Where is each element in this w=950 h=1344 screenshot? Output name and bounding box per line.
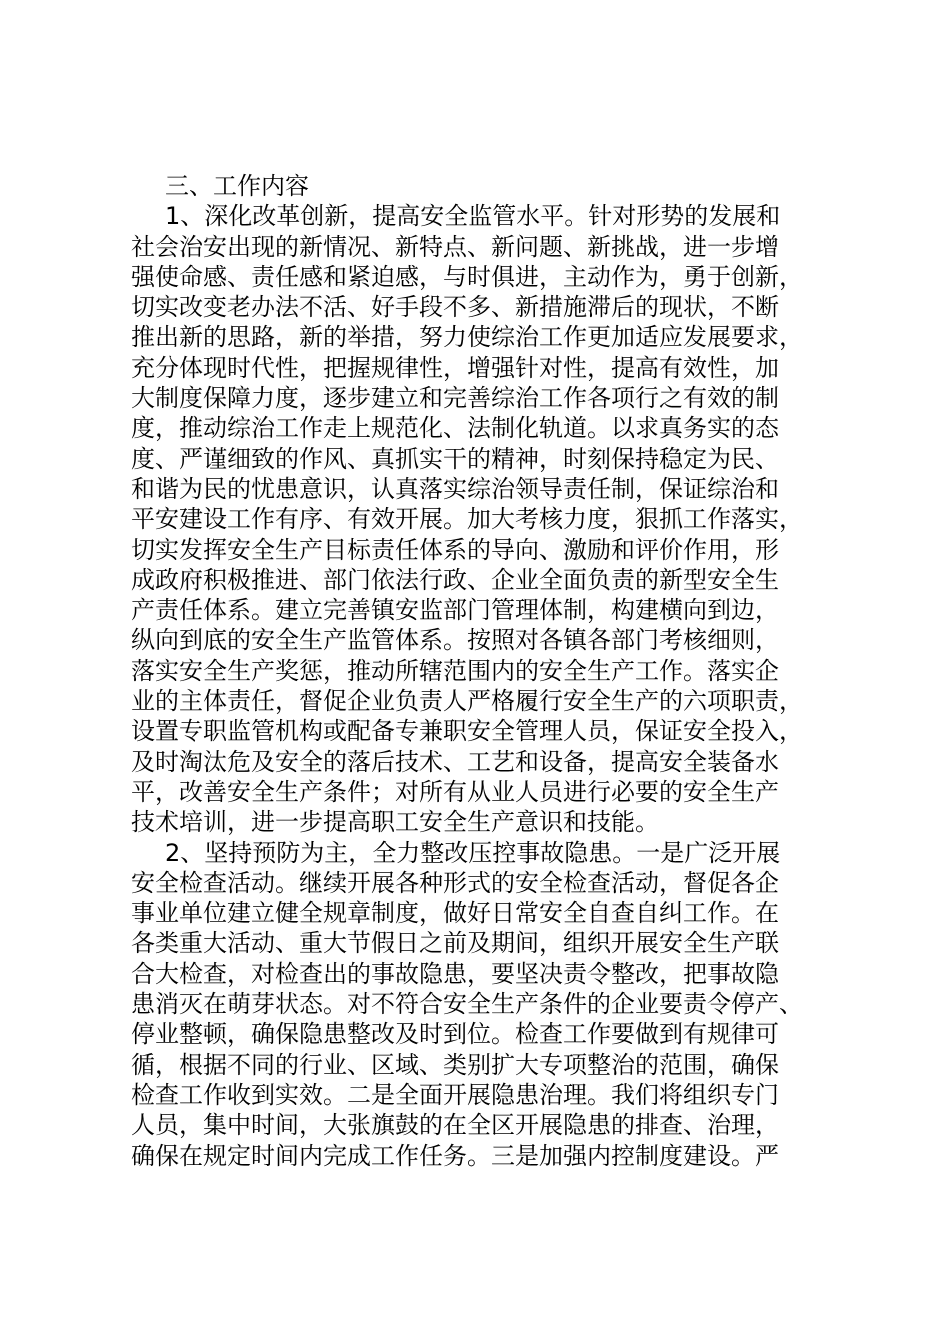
paragraph-1-line: 度，推动综治工作走上规范化、法制化轨道。以求真务实的态 <box>131 414 779 443</box>
paragraph-2-line: 安全检查活动。继续开展各种形式的安全检查活动，督促各企 <box>131 868 779 897</box>
paragraph-1-line: 业的主体责任，督促企业负责人严格履行安全生产的六项职责， <box>131 687 803 716</box>
paragraph-2-line: 合大检查，对检查出的事故隐患，要坚决责令整改，把事故隐 <box>131 959 779 988</box>
paragraph-1-line: 切实发挥安全生产目标责任体系的导向、激励和评价作用，形 <box>131 535 779 564</box>
paragraph-1-line: 成政府积极推进、部门依法行政、企业全面负责的新型安全生 <box>131 565 779 594</box>
section-heading: 三、工作内容 <box>165 172 309 200</box>
document-body <box>131 171 843 1171</box>
paragraph-2-line: 患消灭在萌芽状态。对不符合安全生产条件的企业要责令停产、 <box>131 990 803 1019</box>
paragraph-1-line: 推出新的思路，新的举措，努力使综治工作更加适应发展要求， <box>131 323 803 352</box>
paragraph-1-line: 产责任体系。建立完善镇安监部门管理体制，构建横向到边， <box>131 596 779 625</box>
paragraph-1-line: 和谐为民的忧患意识，认真落实综治领导责任制，保证综治和 <box>131 474 779 503</box>
paragraph-1-line: 平安建设工作有序、有效开展。加大考核力度，狠抓工作落实， <box>131 505 803 534</box>
paragraph-1-line: 充分体现时代性，把握规律性，增强针对性，提高有效性，加 <box>131 353 779 382</box>
paragraph-2-line: 循，根据不同的行业、区域、类别扩大专项整治的范围，确保 <box>131 1050 779 1079</box>
paragraph-1-line: 平，改善安全生产条件；对所有从业人员进行必要的安全生产 <box>131 777 779 806</box>
paragraph-1-line: 设置专职监管机构或配备专兼职安全管理人员，保证安全投入， <box>131 717 803 746</box>
paragraph-1-line: 纵向到底的安全生产监管体系。按照对各镇各部门考核细则， <box>131 626 779 655</box>
paragraph-1-line: 1、深化改革创新，提高安全监管水平。针对形势的发展和 <box>165 202 781 231</box>
paragraph-1-line: 落实安全生产奖惩，推动所辖范围内的安全生产工作。落实企 <box>131 656 779 685</box>
paragraph-1-line: 技术培训，进一步提高职工安全生产意识和技能。 <box>131 808 659 837</box>
paragraph-1-line: 强使命感、责任感和紧迫感，与时俱进，主动作为，勇于创新， <box>131 262 803 291</box>
paragraph-2-line: 事业单位建立健全规章制度，做好日常安全自查自纠工作。在 <box>131 899 779 928</box>
paragraph-2-line: 人员，集中时间，大张旗鼓的在全区开展隐患的排查、治理， <box>131 1111 779 1140</box>
paragraph-2-line: 确保在规定时间内完成工作任务。三是加强内控制度建设。严 <box>131 1141 779 1170</box>
paragraph-1-line: 大制度保障力度，逐步建立和完善综治工作各项行之有效的制 <box>131 384 779 413</box>
paragraph-2-line: 各类重大活动、重大节假日之前及期间，组织开展安全生产联 <box>131 929 779 958</box>
paragraph-1-line: 切实改变老办法不活、好手段不多、新措施滞后的现状，不断 <box>131 293 779 322</box>
paragraph-2-line: 检查工作收到实效。二是全面开展隐患治理。我们将组织专门 <box>131 1080 779 1109</box>
paragraph-1-line: 社会治安出现的新情况、新特点、新问题、新挑战，进一步增 <box>131 232 779 261</box>
paragraph-1-line: 度、严谨细致的作风、真抓实干的精神，时刻保持稳定为民、 <box>131 444 779 473</box>
paragraph-2-line: 2、坚持预防为主，全力整改压控事故隐患。一是广泛开展 <box>165 838 781 867</box>
paragraph-2-line: 停业整顿，确保隐患整改及时到位。检查工作要做到有规律可 <box>131 1020 779 1049</box>
paragraph-1-line: 及时淘汰危及安全的落后技术、工艺和设备，提高安全装备水 <box>131 747 779 776</box>
